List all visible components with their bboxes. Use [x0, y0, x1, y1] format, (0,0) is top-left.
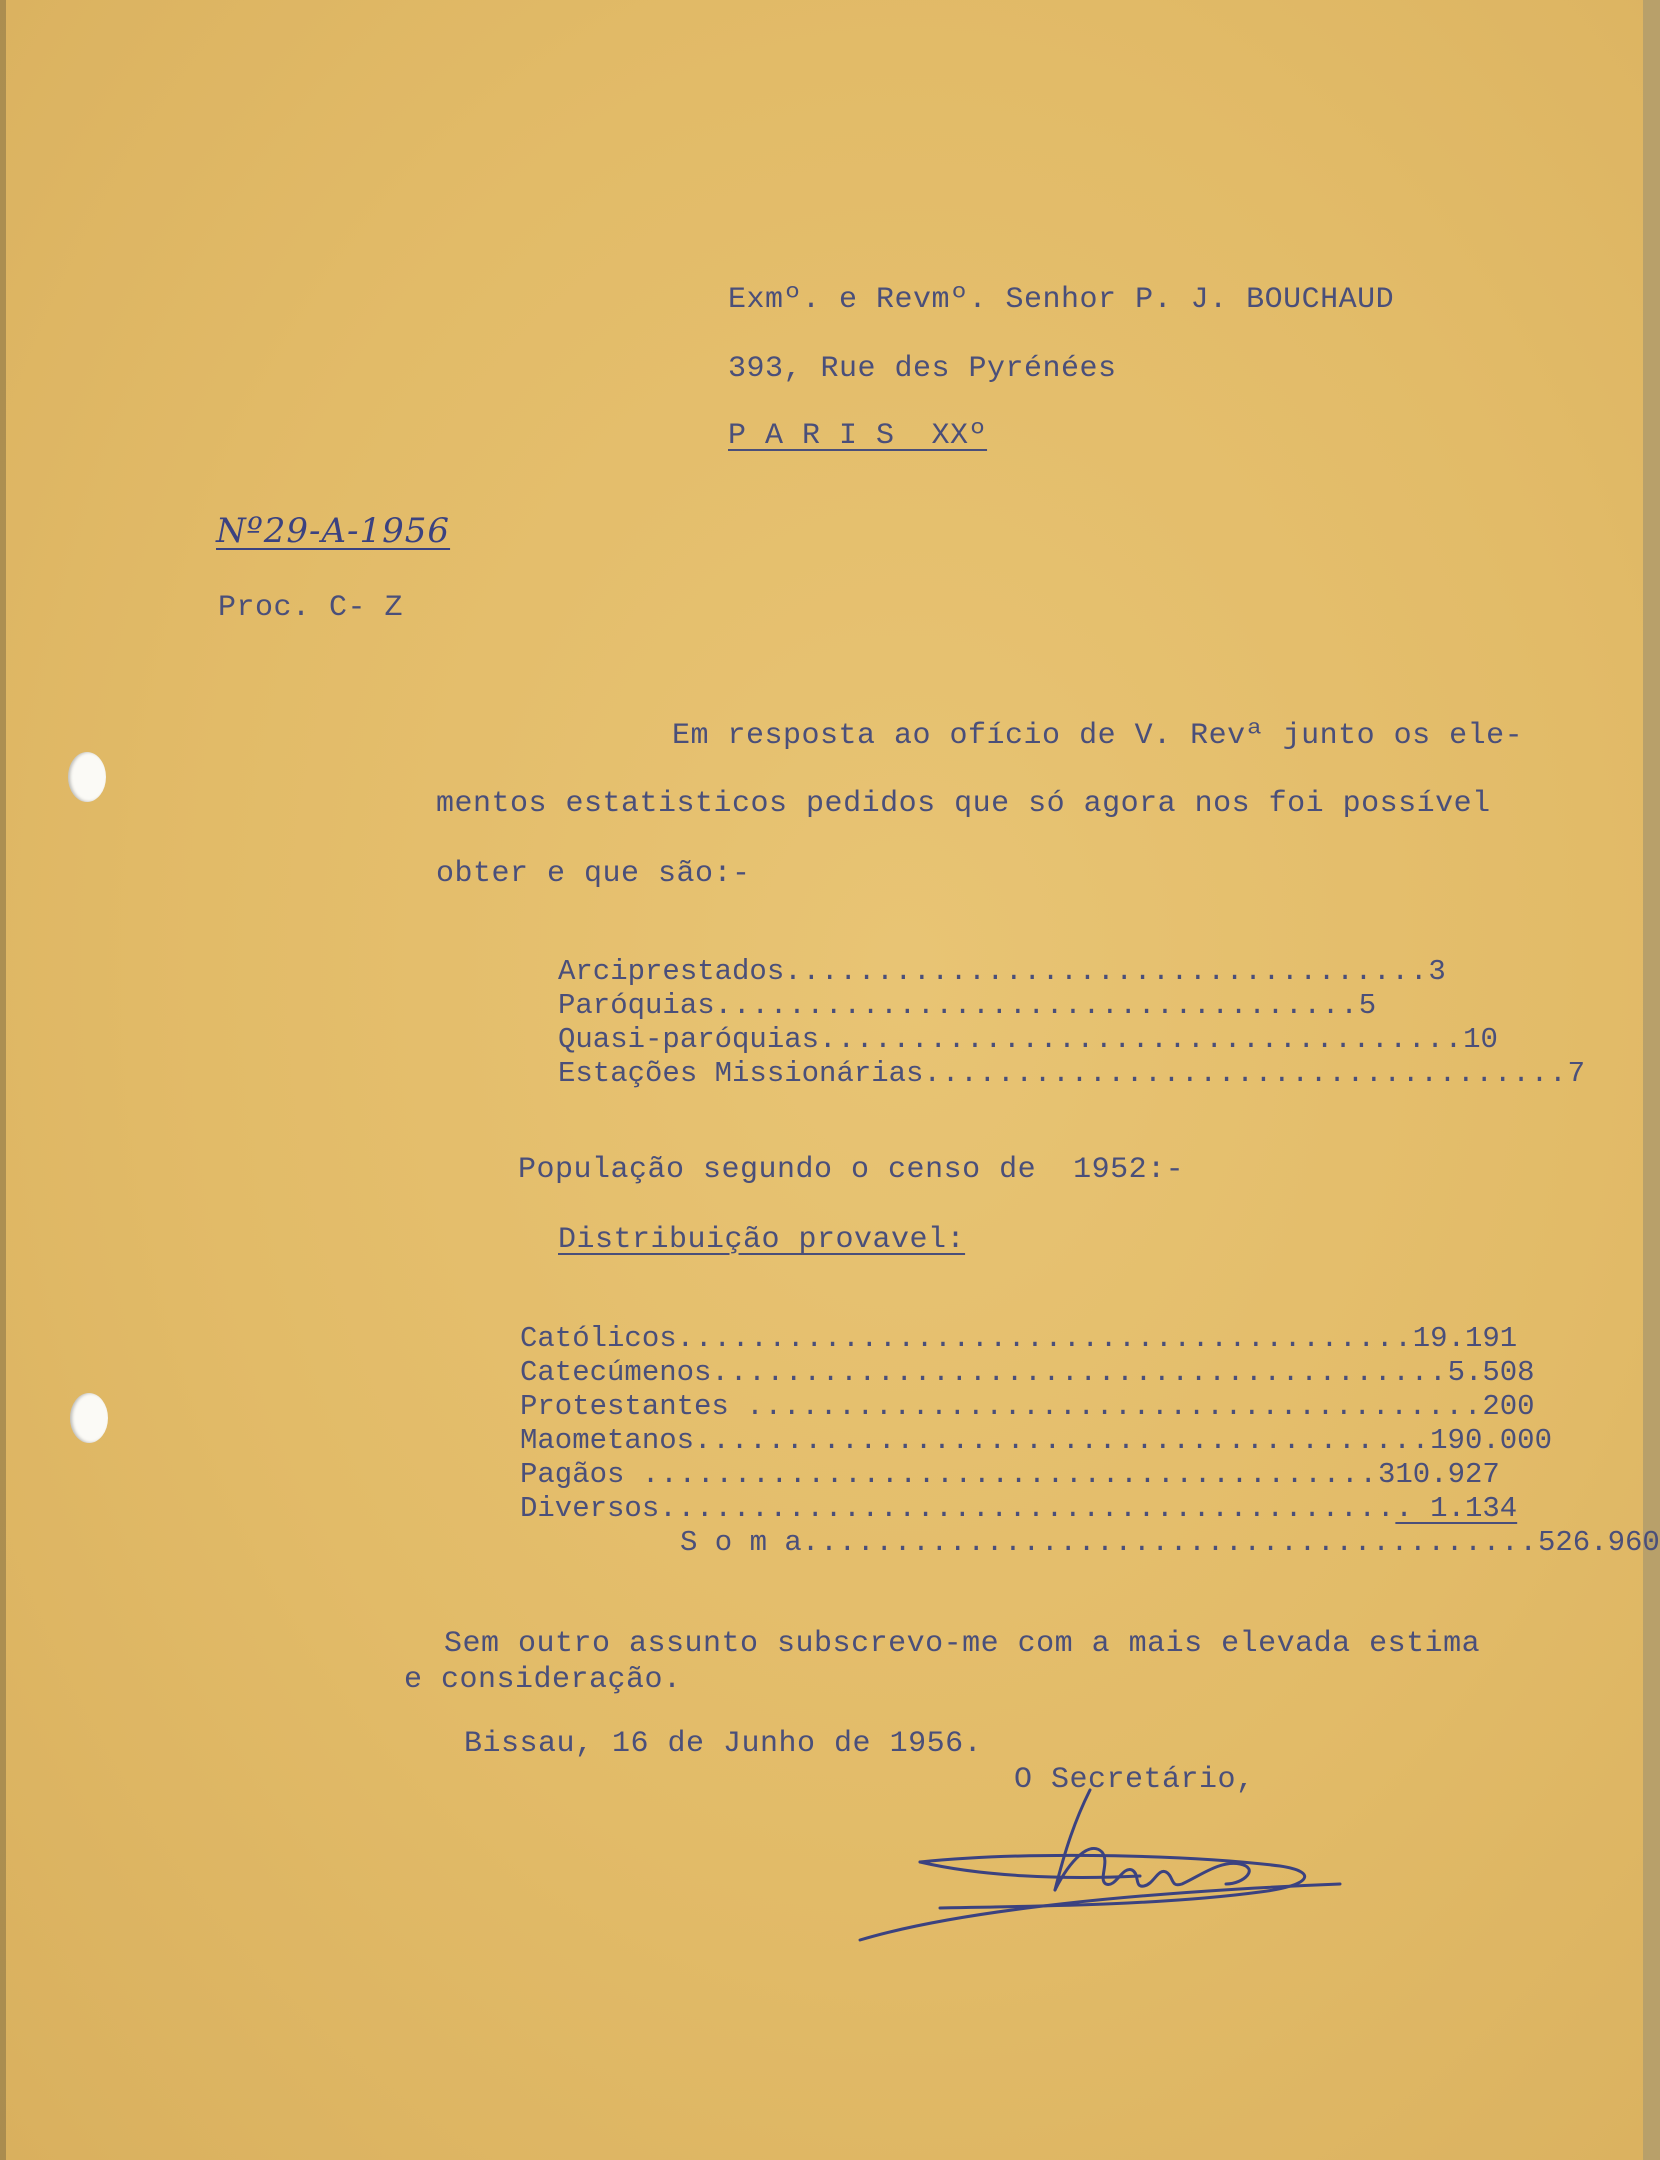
punch-hole — [70, 1393, 108, 1443]
total-label: S o m a — [680, 1526, 802, 1559]
reference-number: Nº29-A-1956 — [216, 511, 451, 551]
table-row — [520, 1356, 1535, 1390]
paper-edge — [0, 0, 6, 2160]
division-label: Estações Missionárias — [558, 1057, 924, 1090]
division-value: 7 — [1567, 1057, 1585, 1090]
population-value: 310.927 — [1377, 1458, 1500, 1491]
leader-dots: ........................................ — [746, 1390, 1483, 1423]
table-row — [520, 1322, 1518, 1356]
divisions-table — [558, 955, 1585, 1091]
division-label: Paróquias — [558, 989, 715, 1022]
division-value: 10 — [1463, 1023, 1498, 1056]
signatory-title: O Secretário, — [1014, 1763, 1255, 1797]
table-row — [520, 1492, 1518, 1526]
population-label: Protestantes — [520, 1390, 747, 1423]
place-date: Bissau, 16 de Junho de 1956. — [464, 1727, 983, 1761]
addressee-line-2: 393, Rue des Pyrénées — [728, 352, 1117, 386]
population-table — [520, 1322, 1660, 1560]
population-label: Diversos — [520, 1492, 660, 1525]
body-line-2: mentos estatisticos pedidos que só agora nos foi possível — [436, 787, 1491, 821]
population-subheading: Distribuição provavel: — [558, 1223, 966, 1257]
table-row — [520, 1458, 1500, 1492]
leader-dots: ................................... — [714, 989, 1359, 1022]
division-value: 3 — [1428, 955, 1446, 988]
population-value: 19.191 — [1412, 1322, 1518, 1355]
population-value: 200 — [1482, 1390, 1535, 1423]
population-value: 190.000 — [1430, 1424, 1552, 1457]
leader-dots: ........................................ — [801, 1526, 1538, 1559]
leader-dots: ................................... — [923, 1057, 1568, 1090]
leader-dots: ................................... — [819, 1023, 1464, 1056]
division-label: Arciprestados — [558, 955, 785, 988]
total-row — [520, 1526, 1660, 1560]
table-row — [520, 1390, 1535, 1424]
closing-line-2: e consideração. — [404, 1663, 682, 1697]
population-label: Maometanos — [520, 1424, 695, 1457]
leader-dots: ........................................ — [641, 1458, 1378, 1491]
population-value: . 1.134 — [1395, 1492, 1518, 1525]
handwritten-signature — [840, 1780, 1360, 1950]
table-row — [558, 1023, 1498, 1057]
leader-dots: ........................................ — [676, 1322, 1413, 1355]
body-line-1: Em resposta ao ofício de V. Revª junto os ele- — [672, 719, 1524, 753]
leader-dots: ........................................ — [694, 1424, 1431, 1457]
punch-hole — [68, 752, 106, 802]
population-value: 5.508 — [1447, 1356, 1535, 1389]
population-label: Pagãos — [520, 1458, 642, 1491]
closing-line-1: Sem outro assunto subscrevo-me com a mais elevada estima — [444, 1627, 1481, 1661]
table-row — [558, 955, 1446, 989]
population-heading: População segundo o censo de 1952:- — [518, 1153, 1185, 1187]
table-row — [558, 1057, 1585, 1091]
leader-dots: ........................................ — [711, 1356, 1448, 1389]
addressee-line-1: Exmº. e Revmº. Senhor P. J. BOUCHAUD — [728, 283, 1395, 317]
division-label: Quasi-paróquias — [558, 1023, 820, 1056]
table-row — [520, 1424, 1552, 1458]
leader-dots: ........................................ — [659, 1492, 1396, 1525]
total-value: 526.960 — [1537, 1526, 1660, 1559]
body-line-3: obter e que são:- — [436, 857, 751, 891]
addressee-city: P A R I S XXº — [728, 419, 988, 453]
process-code: Proc. C- Z — [218, 591, 404, 625]
table-row — [558, 989, 1377, 1023]
division-value: 5 — [1358, 989, 1377, 1022]
leader-dots: ................................... — [784, 955, 1429, 988]
population-label: Católicos — [520, 1322, 677, 1355]
population-label: Catecúmenos — [520, 1356, 712, 1389]
